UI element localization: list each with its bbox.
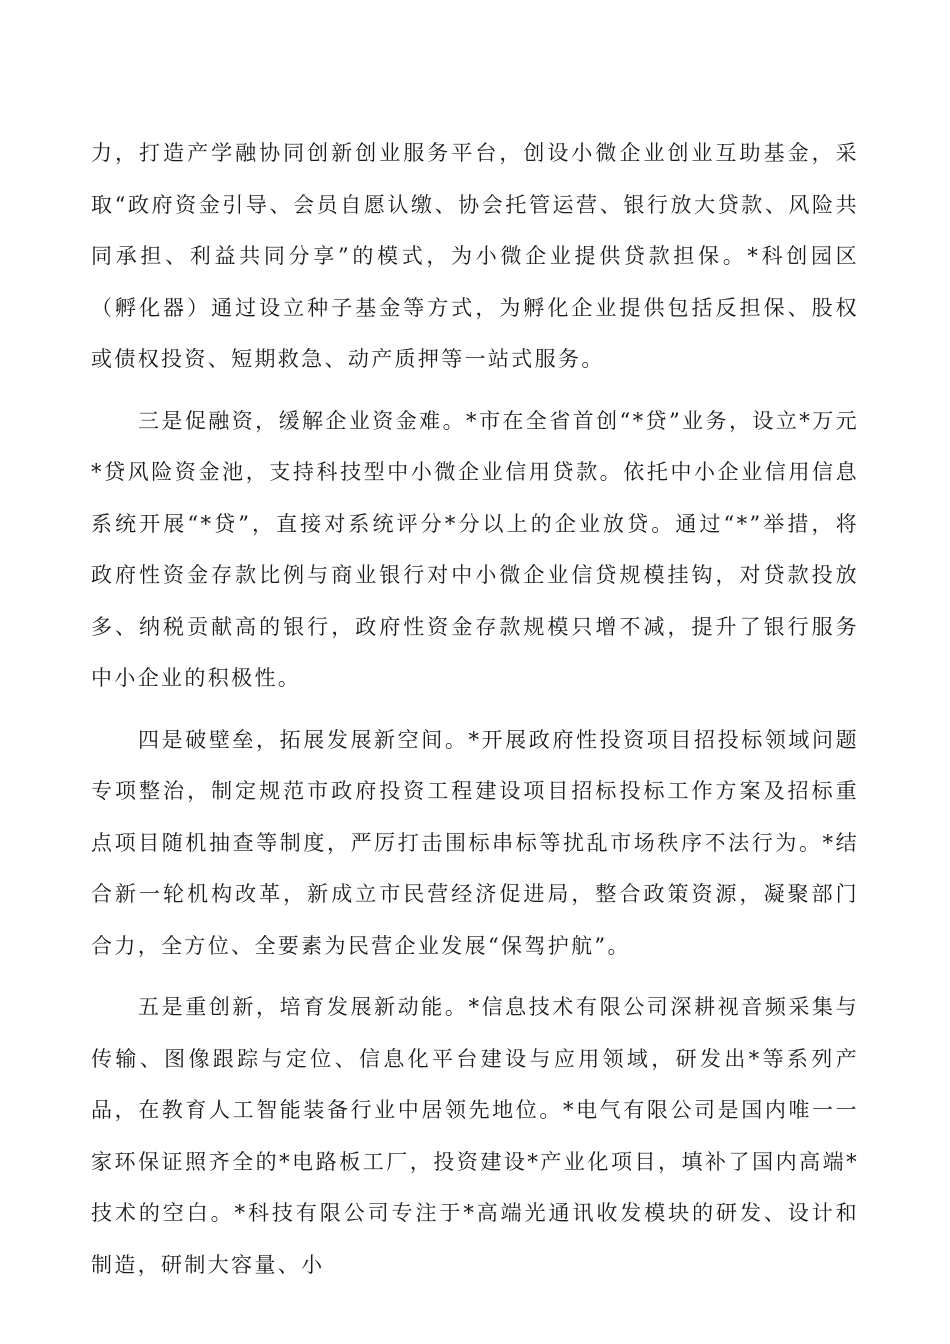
paragraph-3: 四是破壁垒，拓展发展新空间。*开展政府性投资项目招投标领域问题专项整治，制定规范市政府投资工程建设项目招标投标工作方案及招标重点项目随机抽查等制度，严厉打击围标串标等扰乱市场秩序不法行为。*结合新一轮机构改革，新成立市民营经济促进局，整合政策资源，凝聚部门合力，全方位、全要素为民营企业发展“保驾护航”。 xyxy=(91,727,859,958)
paragraph-4: 五是重创新，培育发展新动能。*信息技术有限公司深耕视音频采集与传输、图像跟踪与定位、信息化平台建设与应用领域，研发出*等系列产品，在教育人工智能装备行业中居领先地位。*电气有限公司是国内唯一一家环保证照齐全的*电路板工厂，投资建设*产业化项目，填补了国内高端*技术的空白。*科技有限公司专注于*高端光通讯收发模块的研发、设计和制造，研制大容量、小 xyxy=(91,995,859,1277)
document-body xyxy=(91,128,859,1291)
paragraph-2: 三是促融资，缓解企业资金难。*市在全省首创“*贷”业务，设立*万元*贷风险资金池，支持科技型中小微企业信用贷款。依托中小企业信用信息系统开展“*贷”，直接对系统评分*分以上的企业放贷。通过“*”举措，将政府性资金存款比例与商业银行对中小微企业信贷规模挂钩，对贷款投放多、纳税贡献高的银行，政府性资金存款规模只增不减，提升了银行服务中小企业的积极性。 xyxy=(91,408,859,690)
paragraph-1: 力，打造产学融协同创新创业服务平台，创设小微企业创业互助基金，采取“政府资金引导、会员自愿认缴、协会托管运营、银行放大贷款、风险共同承担、利益共同分享”的模式，为小微企业提供贷款担保。*科创园区（孵化器）通过设立种子基金等方式，为孵化企业提供包括反担保、股权或债权投资、短期救急、动产质押等一站式服务。 xyxy=(91,141,859,371)
